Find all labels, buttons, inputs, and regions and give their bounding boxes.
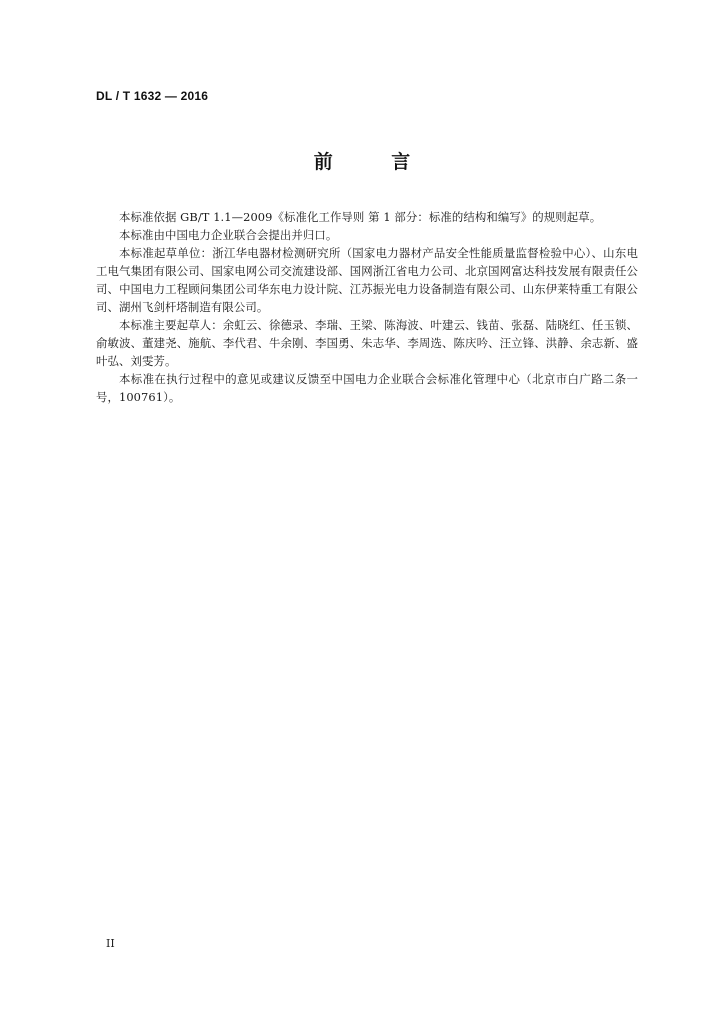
paragraph-drafting-rules: 本标准依据 GB/T 1.1—2009《标准化工作导则 第 1 部分：标准的结构和编写》的规则起草。 [119, 210, 602, 224]
paragraph-feedback: 本标准在执行过程中的意见或建议反馈至中国电力企业联合会标准化管理中心（北京市白广路二条一号，100761）。 [96, 372, 638, 404]
preface-body [96, 208, 638, 406]
standard-number: DL / T 1632 — 2016 [96, 89, 209, 103]
paragraph-proposer: 本标准由中国电力企业联合会提出并归口。 [119, 228, 338, 242]
page-number: II [106, 937, 115, 950]
page-title: 前 言 [313, 151, 437, 173]
paragraph-drafting-units: 本标准起草单位：浙江华电器材检测研究所（国家电力器材产品安全性能质量监督检验中心）、山东电工电气集团有限公司、国家电网公司交流建设部、国网浙江省电力公司、北京国网富达科技发展有限责任公司、中国电力工程顾问集团公司华东电力设计院、江苏振光电力设备制造有限公司、山东伊莱特重工有限公司、湖州飞剑杆塔制造有限公司。 [96, 246, 638, 314]
paragraph-drafters: 本标准主要起草人：余虹云、徐德录、李瑞、王梁、陈海波、叶建云、钱苗、张磊、陆晓红、任玉锁、俞敏波、董建尧、施航、李代君、牛余刚、李国勇、朱志华、李周选、陈庆吟、汪立锋、洪静、余志新、盛叶弘、刘雯芳。 [96, 318, 638, 368]
